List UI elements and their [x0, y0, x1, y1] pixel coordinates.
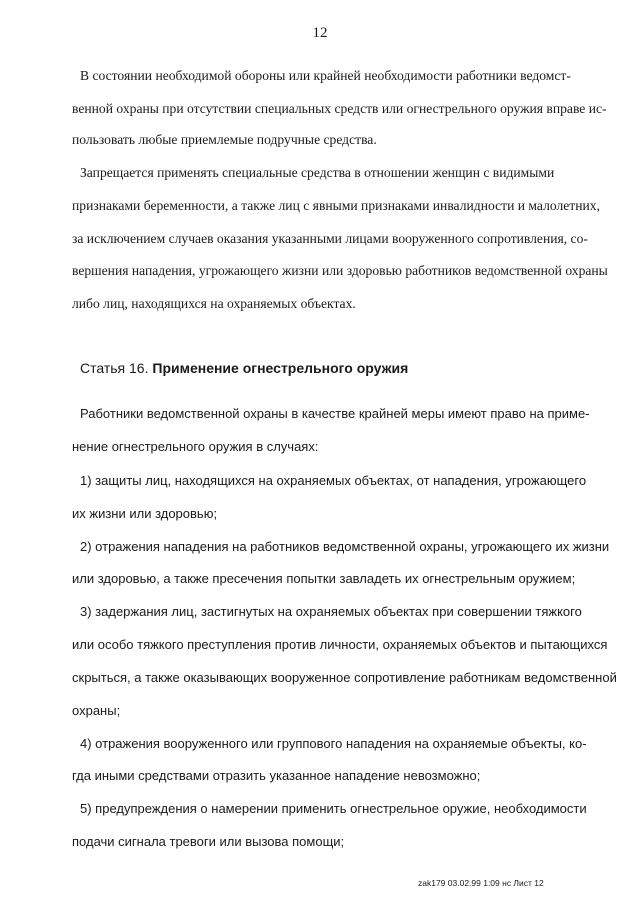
text-line: 2) отражения нападения на работников ведомственной охраны, угрожающего их жизни	[80, 539, 610, 554]
text-line: или особо тяжкого преступления против личности, охраняемых объектов и пытающихся	[72, 637, 608, 652]
text-line: вершения нападения, угрожающего жизни или здоровью работников ведомственной охраны	[72, 263, 608, 278]
text-line: за исключением случаев оказания указанными лицами вооруженного сопротивления, со-	[72, 231, 588, 246]
text-line: признаками беременности, а также лиц с явными признаками инвалидности и малолетних,	[72, 198, 600, 213]
text-line: Работники ведомственной охраны в качестве крайней меры имеют право на приме-	[80, 406, 590, 421]
text-line: подачи сигнала тревоги или вызова помощи;	[72, 834, 345, 849]
text-line: нение огнестрельного оружия в случаях:	[72, 439, 319, 454]
text-line: их жизни или здоровью;	[72, 506, 218, 521]
page-number: 12	[312, 25, 328, 41]
text-line: венной охраны при отсутствии специальных средств или огнестрельного оружия вправе ис-	[72, 101, 607, 116]
text-line: В состоянии необходимой обороны или крайней необходимости работники ведомст-	[80, 68, 571, 83]
text-line: или здоровью, а также пресечения попытки завладеть их огнестрельным оружием;	[72, 571, 576, 586]
article-title: Применение огнестрельного оружия	[152, 360, 409, 376]
text-line: пользовать любые приемлемые подручные средства.	[72, 132, 377, 147]
text-line: либо лиц, находящихся на охраняемых объектах.	[72, 296, 356, 311]
text-line: 5) предупреждения о намерении применить огнестрельное оружие, необходимости	[80, 801, 587, 816]
article-heading	[80, 360, 408, 376]
text-line: скрыться, а также оказывающих вооруженное сопротивление работникам ведомственной	[72, 670, 617, 685]
footer-meta: zak179 03.02.99 1:09 нс Лист 12	[418, 878, 544, 888]
text-line: 4) отражения вооруженного или группового нападения на охраняемые объекты, ко-	[80, 736, 587, 751]
text-line: охраны;	[72, 703, 121, 718]
text-line: 3) задержания лиц, застигнутых на охраняемых объектах при совершении тяжкого	[80, 604, 582, 619]
article-number: Статья 16.	[80, 360, 149, 376]
text-line: Запрещается применять специальные средства в отношении женщин с видимыми	[80, 165, 555, 180]
text-line: 1) защиты лиц, находящихся на охраняемых объектах, от нападения, угрожающего	[80, 473, 587, 488]
text-line: гда иными средствами отразить указанное нападение невозможно;	[72, 768, 481, 783]
